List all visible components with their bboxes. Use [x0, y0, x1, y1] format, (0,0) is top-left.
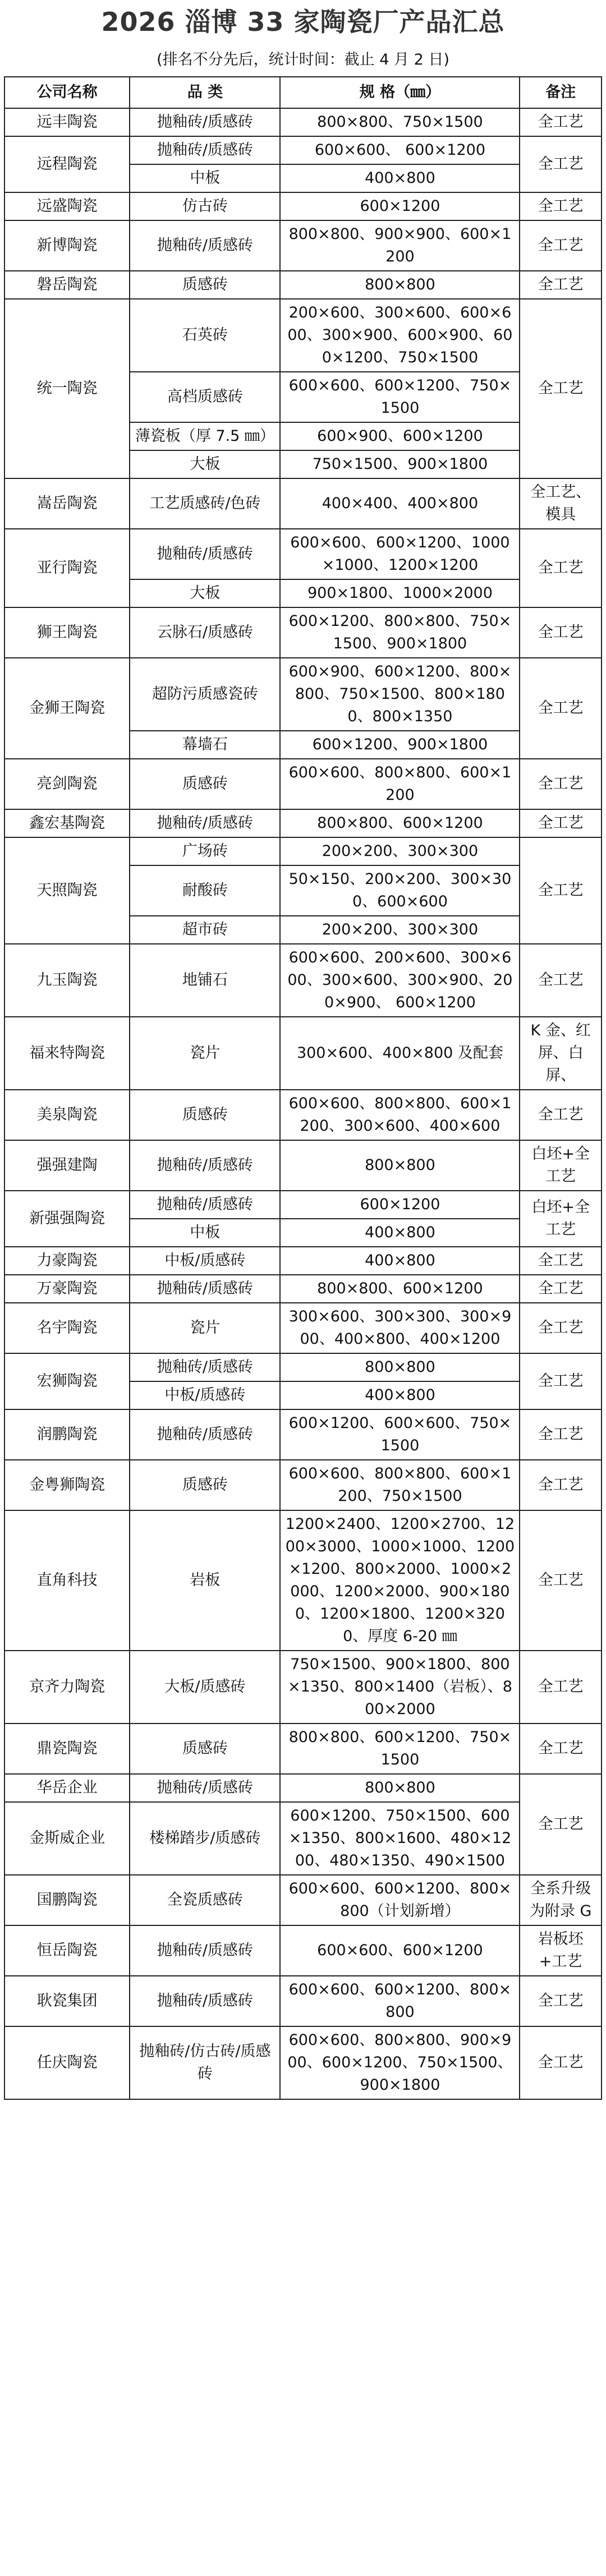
page-subtitle: (排名不分先后，统计时间：截止 4 月 2 日) — [157, 51, 449, 68]
table-row — [4, 809, 602, 837]
spec-cell: 600×600、800×800、900×900、600×1200、750×1500、900×1800 — [280, 2026, 520, 2099]
table-row — [4, 1774, 602, 1802]
spec-cell: 1200×2400、1200×2700、1200×3000、1000×1000、1200×1200、800×2000、1000×2000、1200×2000、900×1800、1200×1800、1200×3200、厚度 6-20 ㎜ — [280, 1510, 520, 1651]
table-row — [4, 1017, 602, 1090]
company-name-cell: 万豪陶瓷 — [4, 1275, 130, 1303]
spec-cell: 600×600、600×1200、800×800（计划新增） — [280, 1875, 520, 1925]
note-cell: 全系升级为附录 G — [520, 1875, 602, 1925]
note-cell: 全工艺 — [520, 837, 602, 944]
table-row — [4, 271, 602, 299]
page-title: 2026 淄博 33 家陶瓷厂产品汇总 — [101, 7, 505, 37]
spec-cell: 600×600、200×600、300×600、300×600、300×900、200×900、 600×1200 — [280, 944, 520, 1017]
company-name-cell: 远程陶瓷 — [4, 136, 130, 192]
note-cell: 全工艺 — [520, 1651, 602, 1724]
category-cell: 楼梯踏步/质感砖 — [130, 1802, 280, 1875]
company-name-cell: 天照陶瓷 — [4, 837, 130, 944]
spec-cell: 600×600、800×800、600×1200、750×1500 — [280, 1460, 520, 1510]
spec-cell: 800×800、900×900、600×1200 — [280, 220, 520, 271]
product-table — [4, 76, 602, 2100]
category-cell: 抛釉砖/质感砖 — [130, 1925, 280, 1976]
company-name-cell: 直角科技 — [4, 1510, 130, 1651]
spec-cell: 800×800 — [280, 271, 520, 299]
company-name-cell: 名宇陶瓷 — [4, 1303, 130, 1353]
category-cell: 大板 — [130, 450, 280, 478]
header-company: 公司名称 — [4, 77, 130, 108]
company-name-cell: 京齐力陶瓷 — [4, 1651, 130, 1724]
note-cell: 全工艺 — [520, 944, 602, 1017]
table-row — [4, 192, 602, 220]
category-cell: 广场砖 — [130, 837, 280, 865]
company-name-cell: 恒岳陶瓷 — [4, 1925, 130, 1976]
category-cell: 超市砖 — [130, 916, 280, 944]
spec-cell: 50×150、200×200、300×300、600×600 — [280, 865, 520, 916]
spec-cell: 800×800、600×1200 — [280, 1275, 520, 1303]
category-cell: 大板 — [130, 579, 280, 607]
table-row — [4, 1510, 602, 1651]
note-cell: 全工艺 — [520, 1460, 602, 1510]
table-row — [4, 1303, 602, 1353]
table-row — [4, 136, 602, 164]
category-cell: 抛釉砖/质感砖 — [130, 1409, 280, 1460]
spec-cell: 900×1800、1000×2000 — [280, 579, 520, 607]
note-cell: 全工艺 — [520, 1724, 602, 1774]
table-body — [4, 108, 602, 2099]
category-cell: 抛釉砖/质感砖 — [130, 220, 280, 271]
company-name-cell: 宏狮陶瓷 — [4, 1353, 130, 1409]
table-row — [4, 1802, 602, 1875]
note-cell: 全工艺 — [520, 607, 602, 658]
table-row — [4, 2026, 602, 2099]
company-name-cell: 新强强陶瓷 — [4, 1191, 130, 1247]
company-name-cell: 新博陶瓷 — [4, 220, 130, 271]
note-cell: 全工艺 — [520, 1976, 602, 2026]
note-cell: K 金、红屏、白屏、 — [520, 1017, 602, 1090]
category-cell: 抛釉砖/质感砖 — [130, 1774, 280, 1802]
company-name-cell: 鑫宏基陶瓷 — [4, 809, 130, 837]
spec-cell: 800×800 — [280, 1774, 520, 1802]
spec-cell: 600×900、600×1200、800×800、750×1500、800×1800、800×1350 — [280, 658, 520, 731]
spec-cell: 600×600、600×1200、800×800 — [280, 1976, 520, 2026]
category-cell: 石英砖 — [130, 299, 280, 372]
category-cell: 瓷片 — [130, 1303, 280, 1353]
category-cell: 质感砖 — [130, 759, 280, 809]
spec-cell: 800×800、600×1200 — [280, 809, 520, 837]
company-name-cell: 润鹏陶瓷 — [4, 1409, 130, 1460]
table-row — [4, 1724, 602, 1774]
table-row — [4, 1247, 602, 1275]
company-name-cell: 金粤狮陶瓷 — [4, 1460, 130, 1510]
note-cell: 白坯+全工艺 — [520, 1140, 602, 1191]
category-cell: 抛釉砖/质感砖 — [130, 1976, 280, 2026]
note-cell: 全工艺 — [520, 136, 602, 192]
note-cell: 全工艺 — [520, 108, 602, 136]
category-cell: 抛釉砖/质感砖 — [130, 1353, 280, 1381]
note-cell: 全工艺 — [520, 1774, 602, 1875]
table-row — [4, 1353, 602, 1381]
spec-cell: 400×800 — [280, 1219, 520, 1247]
category-cell: 地铺石 — [130, 944, 280, 1017]
spec-cell: 600×600、600×1200、1000×1000、1200×1200 — [280, 529, 520, 579]
company-name-cell: 任庆陶瓷 — [4, 2026, 130, 2099]
note-cell: 全工艺 — [520, 299, 602, 478]
header-note: 备注 — [520, 77, 602, 108]
category-cell: 抛釉砖/质感砖 — [130, 136, 280, 164]
spec-cell: 600×1200、750×1500、600×1350、800×1600、480×1200、480×1350、490×1500 — [280, 1802, 520, 1875]
category-cell: 工艺质感砖/色砖 — [130, 478, 280, 529]
table-row — [4, 1875, 602, 1925]
table-row — [4, 1460, 602, 1510]
spec-cell: 800×800、750×1500 — [280, 108, 520, 136]
company-name-cell: 金狮王陶瓷 — [4, 658, 130, 759]
category-cell: 幕墙石 — [130, 731, 280, 759]
spec-cell: 600×900、600×1200 — [280, 422, 520, 450]
company-name-cell: 福来特陶瓷 — [4, 1017, 130, 1090]
category-cell: 抛釉砖/质感砖 — [130, 529, 280, 579]
spec-cell: 300×600、300×300、300×900、400×800、400×1200 — [280, 1303, 520, 1353]
table-row — [4, 529, 602, 579]
spec-cell: 600×1200、900×1800 — [280, 731, 520, 759]
spec-cell: 200×200、300×300 — [280, 916, 520, 944]
category-cell: 岩板 — [130, 1510, 280, 1651]
table-row — [4, 220, 602, 271]
table-row — [4, 837, 602, 865]
company-name-cell: 嵩岳陶瓷 — [4, 478, 130, 529]
note-cell: 全工艺 — [520, 759, 602, 809]
company-name-cell: 美泉陶瓷 — [4, 1090, 130, 1140]
category-cell: 全瓷质感砖 — [130, 1875, 280, 1925]
company-name-cell: 力豪陶瓷 — [4, 1247, 130, 1275]
table-row — [4, 944, 602, 1017]
spec-cell: 400×800 — [280, 164, 520, 192]
spec-cell: 200×600、300×600、600×600、300×900、600×900、600×1200、750×1500 — [280, 299, 520, 372]
header-category: 品 类 — [130, 77, 280, 108]
company-name-cell: 国鹏陶瓷 — [4, 1875, 130, 1925]
company-name-cell: 狮王陶瓷 — [4, 607, 130, 658]
company-name-cell: 耿瓷集团 — [4, 1976, 130, 2026]
spec-cell: 600×600、800×800、600×1200 — [280, 759, 520, 809]
category-cell: 抛釉砖/仿古砖/质感砖 — [130, 2026, 280, 2099]
table-row — [4, 1651, 602, 1724]
note-cell: 白坯+全工艺 — [520, 1191, 602, 1247]
table-row — [4, 759, 602, 809]
category-cell: 质感砖 — [130, 1090, 280, 1140]
note-cell: 全工艺、模具 — [520, 478, 602, 529]
category-cell: 超防污质感瓷砖 — [130, 658, 280, 731]
category-cell: 薄瓷板（厚 7.5 ㎜） — [130, 422, 280, 450]
category-cell: 仿古砖 — [130, 192, 280, 220]
company-name-cell: 九玉陶瓷 — [4, 944, 130, 1017]
spec-cell: 200×200、300×300 — [280, 837, 520, 865]
note-cell: 岩板坯+工艺 — [520, 1925, 602, 1976]
table-row — [4, 658, 602, 731]
category-cell: 高档质感砖 — [130, 372, 280, 422]
company-name-cell: 远盛陶瓷 — [4, 192, 130, 220]
note-cell: 全工艺 — [520, 1247, 602, 1275]
spec-cell: 800×800、600×1200、750×1500 — [280, 1724, 520, 1774]
category-cell: 质感砖 — [130, 1460, 280, 1510]
category-cell: 云脉石/质感砖 — [130, 607, 280, 658]
note-cell: 全工艺 — [520, 658, 602, 759]
category-cell: 质感砖 — [130, 271, 280, 299]
table-row — [4, 1925, 602, 1976]
note-cell: 全工艺 — [520, 1353, 602, 1409]
note-cell: 全工艺 — [520, 1510, 602, 1651]
category-cell: 瓷片 — [130, 1017, 280, 1090]
spec-cell: 600×1200 — [280, 192, 520, 220]
company-name-cell: 亚行陶瓷 — [4, 529, 130, 607]
note-cell: 全工艺 — [520, 809, 602, 837]
table-row — [4, 607, 602, 658]
table-header-row — [4, 77, 602, 108]
spec-cell: 600×1200、800×800、750×1500、900×1800 — [280, 607, 520, 658]
category-cell: 抛釉砖/质感砖 — [130, 1191, 280, 1219]
category-cell: 中板 — [130, 164, 280, 192]
note-cell: 全工艺 — [520, 1303, 602, 1353]
company-name-cell: 亮剑陶瓷 — [4, 759, 130, 809]
note-cell: 全工艺 — [520, 529, 602, 607]
category-cell: 耐酸砖 — [130, 865, 280, 916]
category-cell: 质感砖 — [130, 1724, 280, 1774]
table-row — [4, 1191, 602, 1219]
note-cell: 全工艺 — [520, 220, 602, 271]
spec-cell: 800×800 — [280, 1140, 520, 1191]
company-name-cell: 金斯威企业 — [4, 1802, 130, 1875]
company-name-cell: 华岳企业 — [4, 1774, 130, 1802]
note-cell: 全工艺 — [520, 2026, 602, 2099]
spec-cell: 400×400、400×800 — [280, 478, 520, 529]
spec-cell: 300×600、400×800 及配套 — [280, 1017, 520, 1090]
category-cell: 大板/质感砖 — [130, 1651, 280, 1724]
table-row — [4, 108, 602, 136]
spec-cell: 600×600、800×800、600×1200、300×600、400×600 — [280, 1090, 520, 1140]
category-cell: 抛釉砖/质感砖 — [130, 1275, 280, 1303]
note-cell: 全工艺 — [520, 192, 602, 220]
table-row — [4, 1140, 602, 1191]
spec-cell: 600×600、600×1200、750×1500 — [280, 372, 520, 422]
header-spec: 规 格（㎜） — [280, 77, 520, 108]
company-name-cell: 磐岳陶瓷 — [4, 271, 130, 299]
table-row — [4, 299, 602, 372]
spec-cell: 600×600、 600×1200 — [280, 136, 520, 164]
table-row — [4, 1090, 602, 1140]
category-cell: 抛釉砖/质感砖 — [130, 108, 280, 136]
note-cell: 全工艺 — [520, 1275, 602, 1303]
company-name-cell: 鼎瓷陶瓷 — [4, 1724, 130, 1774]
spec-cell: 750×1500、900×1800 — [280, 450, 520, 478]
spec-cell: 750×1500、900×1800、800×1350、800×1400（岩板）、800×2000 — [280, 1651, 520, 1724]
company-name-cell: 远丰陶瓷 — [4, 108, 130, 136]
category-cell: 中板 — [130, 1219, 280, 1247]
table-row — [4, 1409, 602, 1460]
spec-cell: 400×800 — [280, 1247, 520, 1275]
category-cell: 中板/质感砖 — [130, 1247, 280, 1275]
spec-cell: 600×1200 — [280, 1191, 520, 1219]
company-name-cell: 统一陶瓷 — [4, 299, 130, 478]
spec-cell: 600×1200、600×600、750×1500 — [280, 1409, 520, 1460]
spec-cell: 600×600、600×1200 — [280, 1925, 520, 1976]
category-cell: 中板/质感砖 — [130, 1381, 280, 1409]
note-cell: 全工艺 — [520, 1409, 602, 1460]
note-cell: 全工艺 — [520, 271, 602, 299]
table-row — [4, 478, 602, 529]
company-name-cell: 强强建陶 — [4, 1140, 130, 1191]
category-cell: 抛釉砖/质感砖 — [130, 809, 280, 837]
spec-cell: 800×800 — [280, 1353, 520, 1381]
table-row — [4, 1275, 602, 1303]
category-cell: 抛釉砖/质感砖 — [130, 1140, 280, 1191]
note-cell: 全工艺 — [520, 1090, 602, 1140]
table-row — [4, 1976, 602, 2026]
spec-cell: 400×800 — [280, 1381, 520, 1409]
